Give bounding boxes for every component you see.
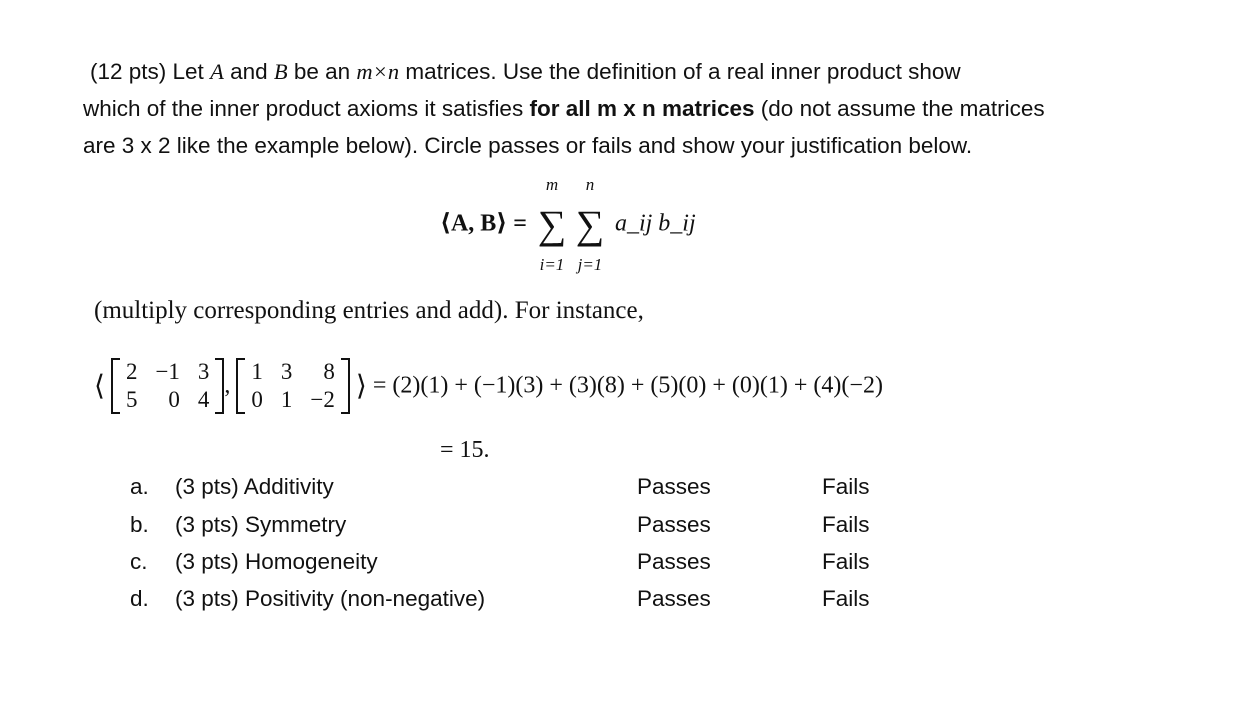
matrix-row (242, 386, 343, 414)
definition-lhs: ⟨A, B⟩ = (440, 210, 527, 237)
sum-upper: n (585, 175, 595, 194)
fails-option[interactable]: Fails (822, 474, 870, 499)
matrix-entry: 0 (168, 387, 180, 412)
passes-option[interactable]: Passes (637, 586, 711, 611)
example-equation: ⟨ 2 −1 3 5 0 4 , 1 3 8 0 1 −2 ⟩ = (2)(1) + (−1)(3) + (3)(8) + (5)(0) + (0)(1) + (4)(−2) (94, 359, 883, 412)
matrix-entry: 2 (125, 359, 138, 384)
item-label: (3 pts) Additivity (175, 474, 334, 499)
item-label: (3 pts) Homogeneity (175, 549, 378, 574)
intro-line-2 (83, 96, 1045, 122)
text: (do not assume the matrices (754, 96, 1045, 121)
item-label: (3 pts) Positivity (non-negative) (175, 586, 486, 611)
matrix-entry: 1 (280, 387, 293, 412)
result: = 15. (440, 437, 490, 463)
fails-option[interactable]: Fails (822, 586, 870, 611)
sigma: ∑ (537, 202, 567, 247)
matrix-entry: 0 (251, 387, 263, 412)
matrix-a (111, 358, 224, 414)
instance-text: (multiply corresponding entries and add). For instance, (94, 297, 644, 324)
var-a: A (210, 59, 224, 84)
passes-option[interactable]: Passes (637, 474, 711, 499)
item-letter: c. (130, 549, 148, 574)
summand: a_ij b_ij (614, 210, 696, 237)
intro-line-1 (90, 59, 961, 85)
text: (12 pts) Let (90, 59, 211, 84)
matrix-row (117, 386, 218, 414)
var-b: B (273, 59, 288, 84)
sum-i (533, 175, 571, 274)
matrix-entry: 3 (197, 359, 210, 384)
expansion: = (2)(1) + (−1)(3) + (3)(8) + (5)(0) + (0)(1) + (4)(−2) (372, 372, 883, 399)
matrix-entry: 3 (280, 359, 293, 384)
fails-option[interactable]: Fails (822, 549, 870, 574)
text: and (223, 59, 274, 84)
intro-line-3: are 3 x 2 like the example below). Circle passes or fails and show your justification below. (83, 133, 973, 158)
sum-upper: m (545, 175, 559, 194)
text: be an (287, 59, 357, 84)
right-angle: ⟩ (355, 371, 367, 402)
sum-lower: j=1 (577, 255, 603, 274)
emphasis: for all m x n matrices (529, 96, 755, 121)
text: matrices. Use the definition of a real inner product show (399, 59, 961, 84)
passes-option[interactable]: Passes (637, 549, 711, 574)
sum-lower: i=1 (539, 255, 565, 274)
matrix-row (242, 358, 343, 386)
matrix-entry: 5 (125, 387, 138, 412)
text: which of the inner product axioms it satisfies (83, 96, 530, 121)
matrix-entry: 4 (197, 387, 210, 412)
sigma: ∑ (575, 202, 605, 247)
item-letter: a. (130, 474, 149, 499)
matrix-entry: −1 (155, 359, 180, 384)
matrix-b (236, 358, 349, 414)
item-letter: b. (130, 512, 149, 537)
inner-product-definition (440, 175, 696, 274)
fails-option[interactable]: Fails (822, 512, 870, 537)
left-angle: ⟨ (94, 371, 105, 402)
matrix-row (117, 358, 218, 386)
passes-option[interactable]: Passes (637, 512, 711, 537)
matrix-entry: 8 (323, 359, 335, 384)
matrix-entry: −2 (310, 387, 335, 412)
matrix-entry: 1 (251, 359, 263, 384)
item-letter: d. (130, 586, 149, 611)
sum-j (571, 175, 609, 274)
dims: m×n (356, 59, 400, 84)
item-label: (3 pts) Symmetry (175, 512, 347, 537)
